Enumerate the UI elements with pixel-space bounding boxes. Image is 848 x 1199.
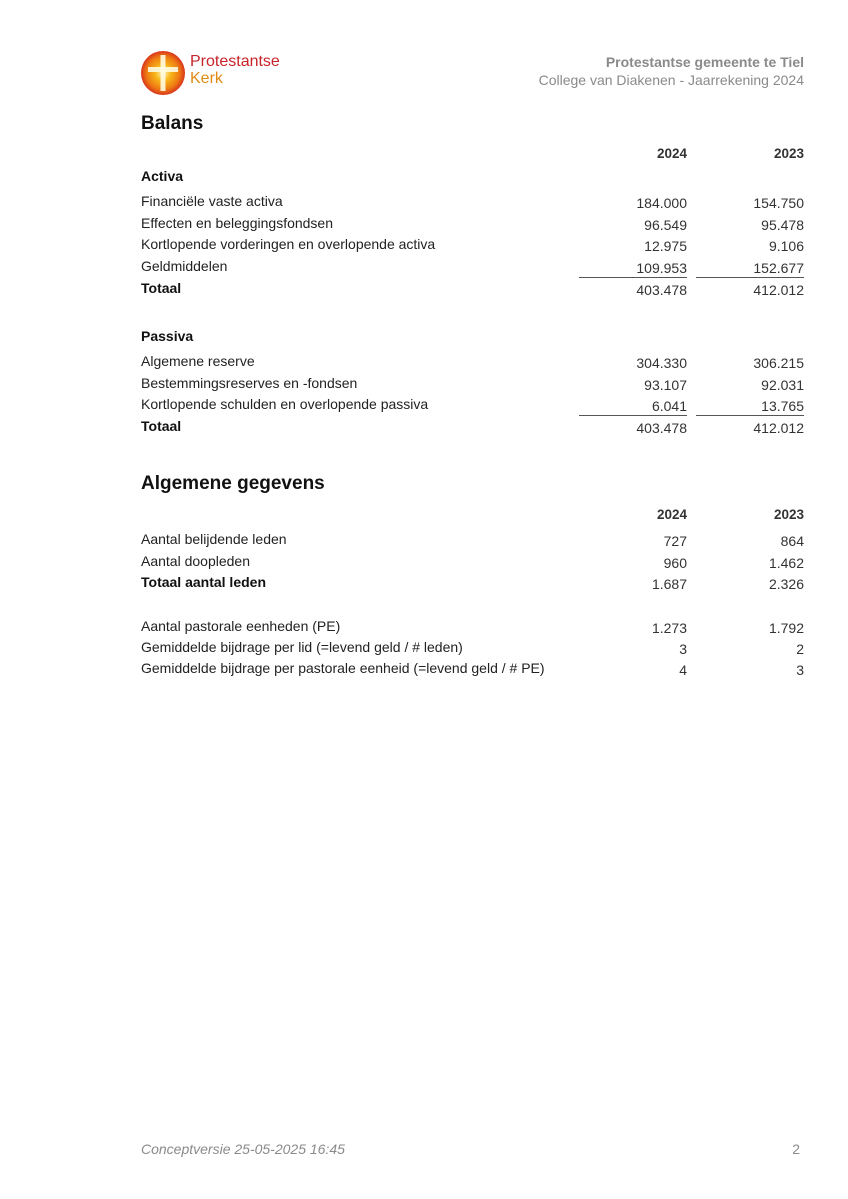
total-2023: 412.012 [753,420,804,436]
table-row [141,660,806,682]
table-row [141,396,806,418]
table-row [141,375,806,397]
balans-year-2024: 2024 [656,146,687,161]
value-2023: 2 [796,641,804,657]
table-row [141,353,806,375]
table-row [141,193,806,215]
organization-name: Protestantse gemeente te Tiel [605,54,804,70]
value-2024: 6.041 [579,398,687,416]
row-label: Aantal doopleden [141,553,250,569]
passiva-heading: Passiva [141,328,194,344]
value-2024: 4 [679,662,687,678]
value-2024: 960 [663,555,687,571]
value-2024: 184.000 [636,195,687,211]
value-2023: 13.765 [696,398,804,416]
table-row [141,618,806,640]
gegevens-title: Algemene gegevens [141,473,325,494]
table-row [141,215,806,237]
gegevens-year-2023: 2023 [773,507,804,522]
total-row [141,574,806,596]
row-label: Algemene reserve [141,353,255,369]
row-label: Bestemmingsreserves en -fondsen [141,375,358,391]
total-label: Totaal aantal leden [141,574,266,590]
footer-version: Conceptversie 25-05-2025 16:45 [141,1141,345,1157]
total-2024: 1.687 [651,576,687,592]
total-2023: 2.326 [768,576,804,592]
value-2024: 93.107 [644,377,687,393]
table-row [141,531,806,553]
value-2023: 3 [796,662,804,678]
value-2023: 154.750 [753,195,804,211]
page-number: 2 [792,1141,800,1157]
total-label: Totaal [141,418,182,434]
row-label: Kortlopende schulden en overlopende passiva [141,396,429,412]
gegevens-year-2024: 2024 [656,507,687,522]
value-2023: 306.215 [753,355,804,371]
value-2024: 109.953 [579,260,687,278]
balans-title: Balans [141,113,204,134]
row-label: Gemiddelde bijdrage per pastorale eenheid (=levend geld / # PE) [141,660,545,676]
logo-wordmark [190,53,280,87]
total-row [141,280,806,302]
value-2024: 12.975 [644,238,687,254]
row-label: Gemiddelde bijdrage per lid (=levend geld / # leden) [141,639,463,655]
activa-heading: Activa [141,168,184,184]
document-header [539,53,804,89]
value-2024: 304.330 [636,355,687,371]
value-2023: 95.478 [761,217,804,233]
logo-line2: Kerk [190,70,223,87]
protestantse-kerk-logo [140,50,300,96]
table-row [141,236,806,258]
row-label: Aantal pastorale eenheden (PE) [141,618,341,634]
total-label: Totaal [141,280,182,296]
row-label: Financiële vaste activa [141,193,283,209]
table-row [141,258,806,280]
total-2024: 403.478 [636,420,687,436]
value-2024: 3 [679,641,687,657]
value-2024: 727 [663,533,687,549]
table-row [141,553,806,575]
value-2023: 92.031 [761,377,804,393]
total-row [141,418,806,440]
row-label: Aantal belijdende leden [141,531,287,547]
document-subtitle: College van Diakenen - Jaarrekening 2024 [538,72,804,88]
value-2023: 152.677 [696,260,804,278]
value-2023: 1.462 [768,555,804,571]
row-label: Effecten en beleggingsfondsen [141,215,334,231]
value-2023: 1.792 [768,620,804,636]
total-2024: 403.478 [636,282,687,298]
total-2023: 412.012 [753,282,804,298]
cross-sun-icon [140,50,186,96]
table-row [141,639,806,661]
balans-year-2023: 2023 [773,146,804,161]
value-2023: 9.106 [768,238,804,254]
logo-line1: Protestantse [190,53,280,70]
row-label: Kortlopende vorderingen en overlopende activa [141,236,436,252]
row-label: Geldmiddelen [141,258,228,274]
value-2023: 864 [780,533,804,549]
value-2024: 96.549 [644,217,687,233]
value-2024: 1.273 [651,620,687,636]
